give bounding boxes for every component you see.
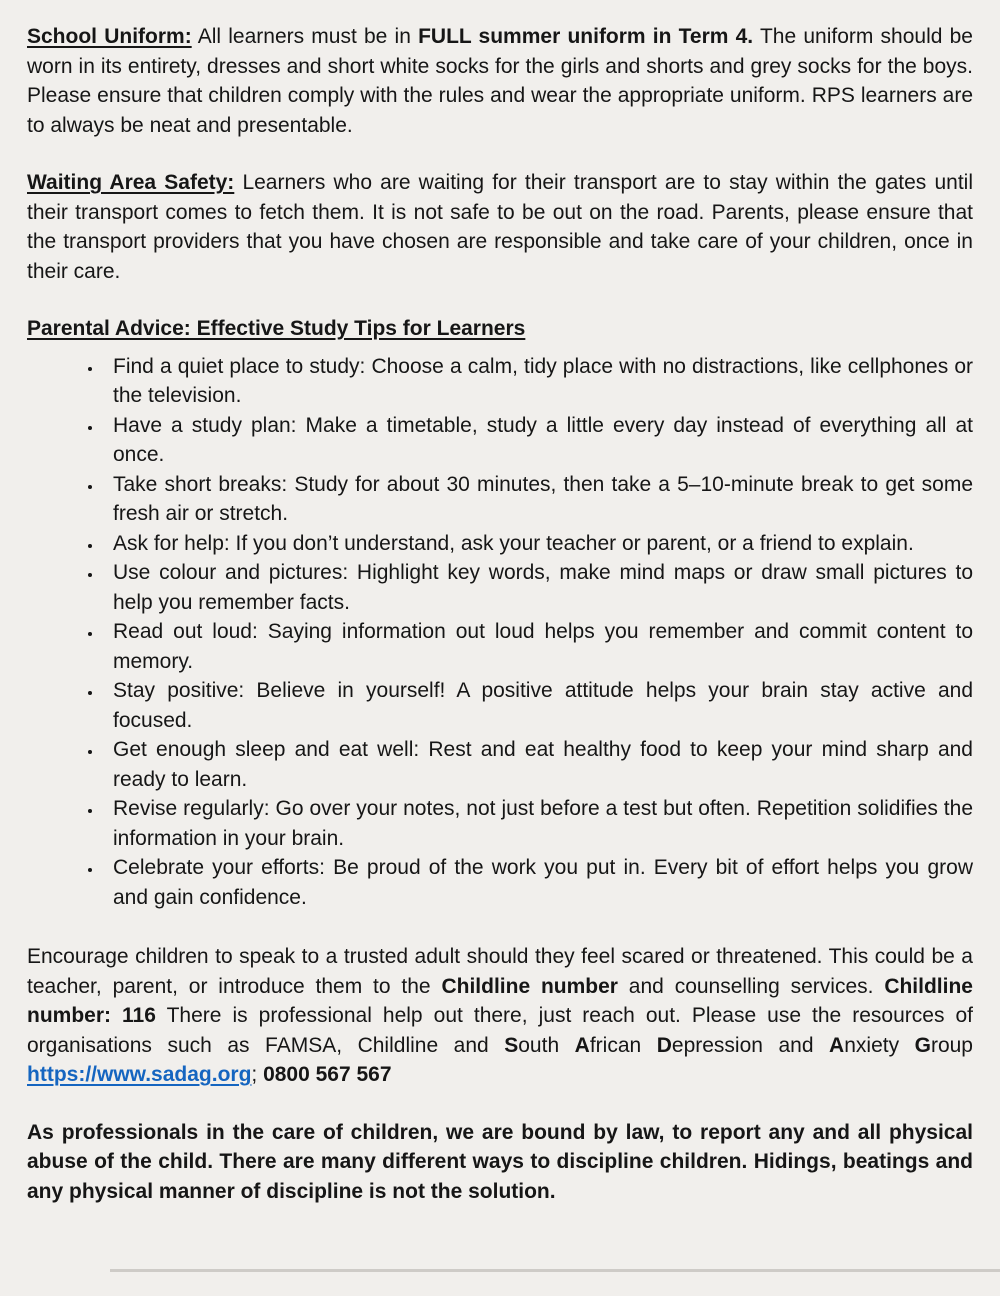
- support-text-1: Encourage children to speak to a trusted adult should they feel scared or threatened. This could be a teacher, parent, or introduce them to the: [27, 945, 973, 998]
- school-uniform-heading: School Uniform:: [27, 25, 192, 48]
- list-item: • Stay positive: Believe in yourself! A positive attitude helps your brain stay active and focused.: [103, 676, 973, 735]
- sadag-initial-a2: A: [829, 1033, 845, 1057]
- sadag-text: frican: [589, 1033, 657, 1057]
- list-item: • Use colour and pictures: Highlight key words, make mind maps or draw small pictures to help you remember facts.: [103, 558, 973, 617]
- sadag-initial-a1: A: [574, 1033, 590, 1057]
- legal-notice-paragraph: As professionals in the care of children, we are bound by law, to report any and all physical abuse of the child. There are many different ways to discipline children. Hidings, beatings and any physical manner of discipline is not the solution.: [27, 1120, 973, 1203]
- list-item: • Have a study plan: Make a timetable, study a little every day instead of everything all at once.: [103, 411, 973, 470]
- sadag-text: epression and: [671, 1033, 830, 1057]
- study-tips-list: [27, 352, 973, 913]
- study-tips-heading: Parental Advice: Effective Study Tips for Learners: [27, 317, 526, 340]
- helpline-phone-number: 0800 567 567: [263, 1063, 392, 1086]
- list-item: • Celebrate your efforts: Be proud of the work you put in. Every bit of effort helps you grow and gain confidence.: [103, 853, 973, 912]
- support-text-3: There is professional help out there, just reach out. Please use the resources of organisations such as FAMSA, Childline and: [27, 1004, 974, 1057]
- school-uniform-paragraph: [27, 22, 973, 140]
- list-item: • Read out loud: Saying information out loud helps you remember and commit content to memory.: [103, 617, 973, 676]
- waiting-area-text: Learners who are waiting for their transport are to stay within the gates until their transport comes to fetch them. It is not safe to be out on the road. Parents, please ensure that the transport providers that you have chosen are responsible and take care of your children, once in their care.: [27, 171, 973, 283]
- school-uniform-text-2: The uniform should be worn in its entirety, dresses and short white socks for the girls and shorts and grey socks for the boys. Please ensure that children comply with the rules and wear the appropriate uniform. RPS learners are to always be neat and presentable.: [27, 25, 973, 137]
- school-uniform-bold: FULL summer uniform in Term 4.: [418, 25, 754, 48]
- waiting-area-heading: Waiting Area Safety:: [27, 171, 235, 194]
- list-item: • Take short breaks: Study for about 30 minutes, then take a 5–10-minute break to get some fresh air or stretch.: [103, 470, 973, 529]
- sadag-initial-d: D: [656, 1033, 672, 1057]
- list-item: • Ask for help: If you don’t understand, ask your teacher or parent, or a friend to explain.: [103, 529, 973, 559]
- sadag-website-link[interactable]: https://www.sadag.org: [27, 1063, 252, 1086]
- school-uniform-text-1: All learners must be in: [191, 25, 419, 48]
- support-text-2: and counselling services.: [617, 974, 885, 998]
- sadag-text: roup: [930, 1033, 973, 1057]
- childline-number-bold: Childline number: [441, 974, 618, 998]
- sadag-initial-s: S: [504, 1033, 519, 1057]
- childline-number-116-bold: Childline number: 116: [27, 974, 973, 1027]
- waiting-area-paragraph: [27, 168, 973, 286]
- list-item: • Get enough sleep and eat well: Rest and eat healthy food to keep your mind sharp and ready to learn.: [103, 735, 973, 794]
- sadag-text: outh: [518, 1033, 575, 1057]
- link-separator: ;: [251, 1063, 264, 1086]
- scanner-edge-artifact: [110, 1269, 1000, 1272]
- list-item: • Find a quiet place to study: Choose a calm, tidy place with no distractions, like cellphones or the television.: [103, 352, 973, 411]
- study-tips-heading-line: [27, 314, 973, 344]
- support-paragraph: [27, 942, 973, 1090]
- sadag-text: nxiety: [844, 1033, 915, 1057]
- list-item: • Revise regularly: Go over your notes, not just before a test but often. Repetition solidifies the information in your brain.: [103, 794, 973, 853]
- sadag-initial-g: G: [914, 1033, 931, 1057]
